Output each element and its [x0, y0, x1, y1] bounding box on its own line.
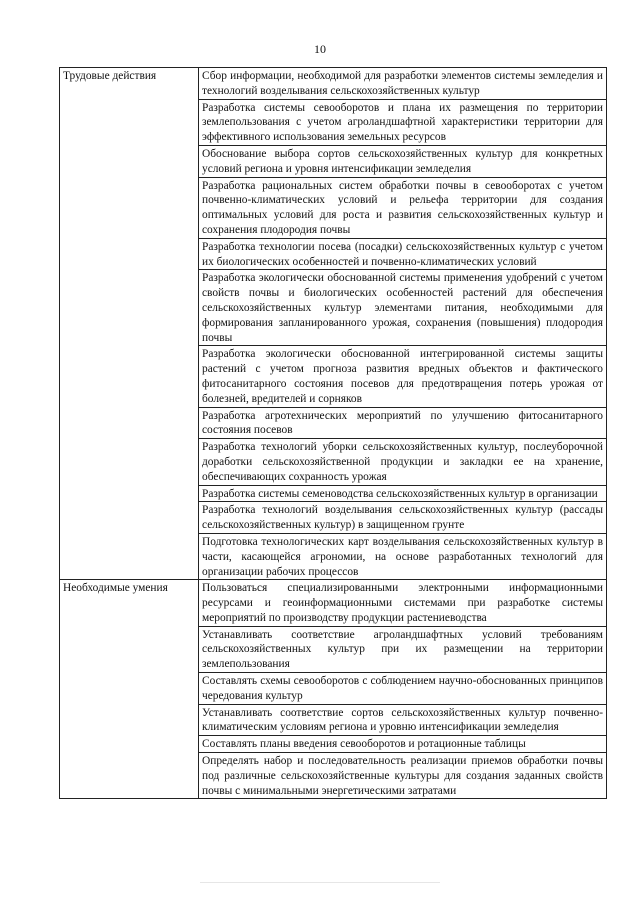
- table-cell: [199, 145, 607, 177]
- scan-artifact: [200, 882, 440, 883]
- section-label: Необходимые умения: [60, 580, 199, 799]
- item-text: Разработка технологий возделывания сельскохозяйственных культур (рассады сельскохозяйственных культур) в защищенном грунте: [202, 504, 603, 532]
- item-text: Пользоваться специализированными электронными информационными ресурсами и геоинформационными системами при разработке системы мероприятий по производству продукции растениеводства: [202, 582, 603, 624]
- item-text: Устанавливать соответствие агроландшафтных условий требованиям сельскохозяйственных культур при их размещении на территории землепользования: [202, 628, 603, 671]
- item-text: Разработка экологически обоснованной интегрированной системы защиты растений с учетом прогноза развития вредных объектов и фактического фитосанитарного состояния посевов для предотвращения потерь урожая от болезней, вредителей и сорняков: [202, 348, 603, 405]
- table-cell: [199, 439, 607, 485]
- item-text: Разработка экологически обоснованной системы применения удобрений с учетом свойств почвы и биологических особенностей растений для обеспечения сельскохозяйственных культур элементами питания, необходимыми для формирования запланированного урожая, сохранения (повышения) плодородия почвы: [202, 272, 603, 344]
- item-text: Разработка рациональных систем обработки почвы в севооборотах с учетом почвенно-климатических условий и рельефа территории для создания оптимальных условий для роста и развития сельскохозяйственных культур и сохранения плодородия почвы: [202, 179, 603, 236]
- table-cell: [199, 673, 607, 705]
- table-cell: [199, 580, 607, 626]
- table-cell: [199, 626, 607, 672]
- table-cell: [199, 177, 607, 238]
- table-cell: [199, 704, 607, 736]
- item-text: Составлять планы введения севооборотов и ротационные таблицы: [202, 738, 526, 751]
- table-cell: [199, 346, 607, 407]
- item-text: Составлять схемы севооборотов с соблюдением научно-обоснованных принципов чередования культур: [202, 675, 603, 702]
- item-text: Разработка технологий уборки сельскохозяйственных культур, послеуборочной доработки сельскохозяйственной продукции и закладки ее на хранение, обеспечивающих сохранность урожая: [202, 441, 603, 483]
- item-text: Сбор информации, необходимой для разработки элементов системы земледелия и технологий возделывания сельскохозяйственных культур: [202, 70, 603, 97]
- table-cell: [199, 736, 607, 753]
- item-text: Определять набор и последовательность реализации приемов обработки почвы под различные сельскохозяйственные культуры для создания заданных свойств почвы с минимальными энергетическими затратами: [202, 755, 603, 797]
- table-cell: [199, 753, 607, 799]
- item-text: Разработка агротехнических мероприятий по улучшению фитосанитарного состояния посевов: [202, 409, 603, 437]
- section-label: Трудовые действия: [60, 68, 199, 580]
- table-cell: [199, 270, 607, 346]
- item-text: Разработка системы севооборотов и плана их размещения по территории землепользования с учетом агроландшафтной характеристики территории для эффективного использования земельных ресурсов: [202, 101, 603, 144]
- table-cell: [199, 238, 607, 270]
- table-cell: [199, 407, 607, 439]
- item-text: Обоснование выбора сортов сельскохозяйственных культур для конкретных условий региона и уровня интенсификации земледелия: [202, 147, 603, 175]
- item-text: Разработка системы семеноводства сельскохозяйственных культур в организации: [202, 487, 598, 500]
- table-row: [60, 580, 607, 626]
- table-cell: [199, 533, 607, 579]
- table-cell: [199, 485, 607, 502]
- table-cell: [199, 68, 607, 100]
- table-cell: [199, 99, 607, 145]
- item-text: Разработка технологии посева (посадки) сельскохозяйственных культур с учетом их биологических особенностей и почвенно-климатических условий: [202, 240, 603, 268]
- item-text: Устанавливать соответствие сортов сельскохозяйственных культур почвенно-климатическим условиям региона и уровню интенсификации земледелия: [202, 706, 603, 734]
- table-row: [60, 68, 607, 100]
- item-text: Подготовка технологических карт возделывания сельскохозяйственных культур в части, касающейся агрономии, на основе разработанных технологий для организации рабочих процессов: [202, 535, 603, 578]
- page-number: 10: [314, 42, 326, 56]
- competency-table: [59, 67, 607, 799]
- table-cell: [199, 502, 607, 534]
